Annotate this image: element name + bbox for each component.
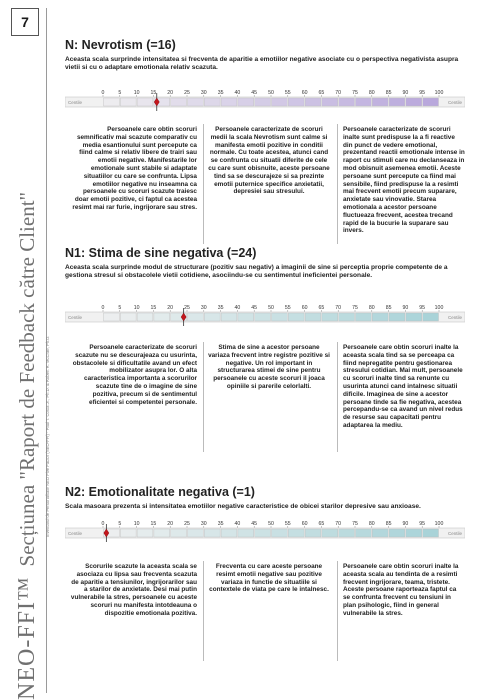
scale-segment (238, 98, 254, 106)
scale-segment (188, 98, 204, 106)
scale-segment (356, 529, 372, 537)
section-name: Secțiunea "Raport de Feedback către Client" (15, 191, 39, 567)
section-title: N2: Emotionalitate negativa (=1) (65, 485, 255, 499)
tick-label: 35 (217, 90, 224, 96)
column-divider (337, 561, 338, 661)
scale-segment (188, 313, 204, 321)
high-score-text: Persoanele care obtin scoruri inalte la aceasta scala tind sa se perceapa ca fiind nepregatite pentru gestionarea stresului cotidian. Mai mult, persoanele cu scoruri inalte tind sa renunte cu usurinta atunci cand intalnesc situatii dificile. Imaginea de sine a acestor persoane tinde sa fie negativa, acestea percepandu-se ca avand un nivel redus de resurse sau capacitati pentru adaptarea la mediu. (343, 344, 463, 429)
percentile-scale (65, 302, 465, 332)
tick-label: 80 (368, 305, 375, 311)
column-divider (203, 342, 204, 452)
tick-label: 50 (268, 305, 274, 311)
tick-label: 40 (234, 90, 241, 96)
tick-label: 95 (419, 90, 426, 96)
scale-svg (65, 302, 465, 332)
tick-label: 100 (434, 305, 444, 311)
tick-label: 55 (284, 521, 291, 527)
tick-label: 75 (352, 521, 358, 527)
scale-segment (221, 313, 237, 321)
tick-label: 15 (150, 90, 157, 96)
tick-label: 5 (118, 305, 122, 311)
section-description: Scala masoara prezenta si intensitatea emotiilor negative caracteristice de obicei starilor depresive sau anxioase. (65, 503, 421, 510)
mid-score-text: Frecventa cu care aceste persoane resimt emotii negative sau pozitive variaza in functie de situatiile si contextele de viata pe care le intalnesc. (209, 563, 329, 594)
low-score-text: Persoanele caracterizate de scoruri scazute nu se descurajeaza cu usurinta, obstacolele si dificultatile avand un efect mobilizator asupra lor. O alta caracteristica importanta a scorurilor scazute tine de o imagine de sine pozitiva, precum si de sentimentul eficientei si competentei personale. (72, 344, 197, 406)
tick-label: 30 (200, 521, 207, 527)
tick-label: 50 (268, 521, 274, 527)
tick-label: 25 (184, 521, 190, 527)
tick-label: 15 (150, 305, 157, 311)
scale-segment (339, 313, 355, 321)
low-score-text: Scorurile scazute la aceasta scala se asociaza cu lipsa sau frecventa scazuta de aparitie a tensiunilor, ingrijorarilor sau a starilor de anxietate. Desi mai putin vulnerabile la stres, persoanele cu aceste scoruri nu manifesta intotdeauna o dispozitie emotionala pozitiva. (70, 563, 197, 617)
tick-label: 50 (268, 90, 274, 96)
tick-label: 60 (301, 521, 308, 527)
high-score-text: Persoanele care obtin scoruri inalte la aceasta scala au tendinta de a resimti frecvent ingrijorare, teama, tristete. Aceste persoane raporteaza faptul ca se confrunta frecvent cu tensiuni in plan psihologic, fiind in general vulnerabile la stres. (343, 563, 459, 617)
mid-score-text: Persoanele caracterizate de scoruri medii la scala Nevrotism sunt calme si manifesta emotii pozitive in conditii normale. Cu toate acestea, atunci cand se confrunta cu situatii diferite de cele cu care sunt obisnuite, aceste persoane tind sa se descurajeze si sa prezinte emotii puternice specifice anxietatii, depresiei sau stresului. (208, 126, 330, 196)
scale-segment (120, 313, 136, 321)
scale-segment (272, 313, 288, 321)
tick-label: 100 (434, 521, 444, 527)
tick-label: 20 (167, 90, 174, 96)
sidebar-title-block (14, 15, 50, 700)
tick-label: 75 (352, 90, 358, 96)
tick-label: 40 (234, 305, 241, 311)
tick-label: 85 (385, 90, 392, 96)
tick-label: 90 (402, 521, 409, 527)
scale-segment (221, 529, 237, 537)
tick-label: 0 (101, 305, 105, 311)
tick-label: 85 (385, 521, 392, 527)
tick-label: 100 (434, 90, 444, 96)
page-number: 7 (11, 8, 39, 36)
scale-segment (406, 98, 422, 106)
scale-segment (288, 313, 304, 321)
tick-label: 30 (200, 90, 207, 96)
scale-segment (389, 313, 405, 321)
tick-label: 60 (301, 305, 308, 311)
scale-left-label: Centile (68, 315, 83, 320)
high-score-text: Persoanele caracterizate de scoruri inalte sunt predispuse la a fi reactive din punct de vedere emotional, prezentand reactii emotionale intense in raport cu stimuli care nu declanseaza in mod obisnuit asemenea emotii. Aceste persoane sunt percepute ca fiind mai sensibile, fiind predispuse la a resimti mai frecvent emotii precum suparare, anxietate sau vinovatie. Starea emotionala a acestor persoane fluctueaza frecvent, acestea trecand rapid de la bucurie la suparare sau invers. (343, 126, 465, 235)
scale-segment (389, 98, 405, 106)
scale-segment (171, 529, 187, 537)
column-divider (203, 124, 204, 244)
scale-segment (305, 98, 321, 106)
scale-segment (104, 98, 120, 106)
tick-label: 70 (335, 90, 342, 96)
scale-segment (154, 313, 170, 321)
tick-label: 80 (368, 90, 375, 96)
section-title: N: Nevrotism (=16) (65, 38, 176, 52)
tick-label: 15 (150, 521, 157, 527)
scale-segment (389, 529, 405, 537)
scale-right-label: Centile (447, 100, 462, 105)
scale-segment (104, 313, 120, 321)
tick-label: 20 (167, 521, 174, 527)
tick-label: 70 (335, 305, 342, 311)
tick-label: 60 (301, 90, 308, 96)
scale-right-label: Centile (447, 315, 462, 320)
scale-segment (372, 98, 388, 106)
tick-label: 0 (101, 521, 105, 527)
section-negative-emotionality (65, 485, 465, 617)
scale-segment (120, 98, 136, 106)
scale-segment (137, 529, 153, 537)
scale-segment (423, 529, 439, 537)
scale-segment (255, 313, 271, 321)
scale-segment (238, 313, 254, 321)
tick-label: 10 (133, 521, 140, 527)
tick-label: 45 (251, 305, 258, 311)
scale-right-label: Centile (447, 531, 462, 536)
percentile-scale (65, 518, 465, 548)
scale-segment (255, 529, 271, 537)
scale-left-label: Centile (68, 531, 83, 536)
sidebar-title (16, 15, 38, 700)
sidebar-subtitle: Inventarul de Personalitate NEO Five Factor (NEO-FFI) · Paul T. Costa Jr., Ph.D. & Robert R. McCrae, Ph.D. (45, 335, 50, 537)
scale-svg (65, 87, 465, 117)
scale-segment (322, 529, 338, 537)
section-neuroticism (65, 38, 465, 235)
scale-segment (204, 98, 220, 106)
column-divider (337, 124, 338, 244)
scale-segment (272, 98, 288, 106)
scale-segment (204, 313, 220, 321)
tick-label: 90 (402, 305, 409, 311)
tick-label: 35 (217, 521, 224, 527)
scale-svg (65, 518, 465, 548)
tick-label: 65 (318, 521, 325, 527)
scale-segment (171, 98, 187, 106)
tick-label: 65 (318, 90, 325, 96)
scale-segment (288, 98, 304, 106)
scale-segment (272, 529, 288, 537)
tick-label: 30 (200, 305, 207, 311)
tick-label: 55 (284, 90, 291, 96)
tick-label: 55 (284, 305, 291, 311)
tick-label: 70 (335, 521, 342, 527)
low-score-text: Persoanele care obtin scoruri semnificativ mai scazute comparativ cu media esantionului sunt percepute ca fiind calme si relativ libere de trairi sau emotii negative. Manifestarile lor emotionale sunt stabile si adaptate situatiilor cu care se confrunta. Lipsa emotiilor negative nu inseamna ca persoanele cu scoruri scazute traiesc doar emotii pozitive, ci faptul ca acestea resimt mai rar furie, ingrijorare sau stres. (72, 126, 197, 211)
scale-segment (322, 98, 338, 106)
scale-segment (137, 98, 153, 106)
scale-segment (288, 529, 304, 537)
percentile-scale (65, 87, 465, 117)
scale-segment (356, 98, 372, 106)
scale-segment (120, 529, 136, 537)
tick-label: 5 (118, 521, 122, 527)
scale-segment (339, 98, 355, 106)
tick-label: 90 (402, 90, 409, 96)
scale-segment (322, 313, 338, 321)
tick-label: 10 (133, 90, 140, 96)
tick-label: 10 (133, 305, 140, 311)
scale-segment (339, 529, 355, 537)
scale-segment (372, 313, 388, 321)
tick-label: 5 (118, 90, 122, 96)
tick-label: 75 (352, 305, 358, 311)
tick-label: 45 (251, 90, 258, 96)
tick-label: 40 (234, 521, 241, 527)
tick-label: 65 (318, 305, 325, 311)
scale-segment (423, 98, 439, 106)
tick-label: 35 (217, 305, 224, 311)
tick-label: 25 (184, 305, 190, 311)
column-divider (337, 342, 338, 452)
scale-segment (204, 529, 220, 537)
mid-score-text: Stima de sine a acestor persoane variaza frecvent intre registre pozitive si negative. Un rol important in structurarea stimei de sine pentru persoanele cu aceste scoruri il joaca opiniile si parerile celorlalti. (208, 344, 330, 390)
section-negative-self-esteem (65, 246, 465, 429)
scale-segment (238, 529, 254, 537)
tick-label: 20 (167, 305, 174, 311)
column-divider (203, 561, 204, 661)
scale-segment (188, 529, 204, 537)
section-title: N1: Stima de sine negativa (=24) (65, 246, 257, 260)
tick-label: 0 (101, 90, 105, 96)
scale-segment (137, 313, 153, 321)
scale-segment (305, 529, 321, 537)
scale-segment (356, 313, 372, 321)
scale-segment (406, 529, 422, 537)
section-description: Aceasta scala surprinde intensitatea si frecventa de aparitie a emotiilor negative asociate cu o perspectiva negativista asupra vietii si cu o adaptare emotionala relativ scazuta. (65, 56, 459, 71)
scale-segment (305, 313, 321, 321)
scale-segment (221, 98, 237, 106)
tick-label: 45 (251, 521, 258, 527)
tick-label: 85 (385, 305, 392, 311)
scale-segment (154, 529, 170, 537)
section-description: Aceasta scala surprinde modul de structurare (pozitiv sau negativ) a imaginii de sine si perceptia proprie competente de a gestiona stresul si obstacolele vietii cotidiene, asociindu-se cu sentimentul ineficientei personale. (65, 264, 448, 279)
tick-label: 95 (419, 305, 426, 311)
scale-segment (406, 313, 422, 321)
brand-logo: NEO-FFI™ (14, 576, 40, 700)
tick-label: 95 (419, 521, 426, 527)
tick-label: 25 (184, 90, 190, 96)
scale-segment (423, 313, 439, 321)
scale-segment (255, 98, 271, 106)
scale-segment (372, 529, 388, 537)
tick-label: 80 (368, 521, 375, 527)
scale-left-label: Centile (68, 100, 83, 105)
